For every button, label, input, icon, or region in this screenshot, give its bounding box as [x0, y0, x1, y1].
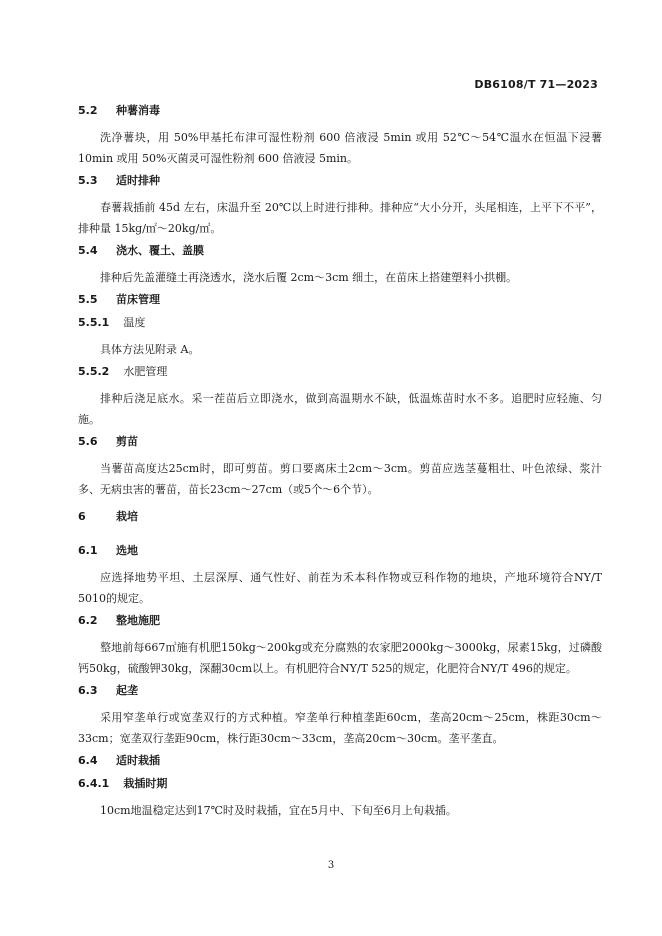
section-title: 选地	[116, 544, 138, 557]
body-paragraph: 春薯栽插前 45d 左右，床温升至 20℃以上时进行排种。排种应“大小分开，头尾相连，上平下不平”，排种量 15kg/㎡～20kg/㎡。	[78, 201, 602, 235]
section-title: 栽插时期	[123, 777, 168, 790]
body-paragraph: 排种后浇足底水。采一茬苗后立即浇水，做到高温期水不缺，低温炼苗时水不多。追肥时应轻施、匀施。	[78, 392, 602, 426]
section-title: 浇水、覆土、盖膜	[116, 244, 204, 257]
section-number: 5.5.1	[78, 316, 110, 329]
section-title: 水肥管理	[123, 365, 168, 378]
document-body	[78, 104, 602, 826]
section-title: 整地施肥	[116, 614, 160, 627]
document-code-header: DB6108/T 71—2023	[474, 78, 598, 91]
section-number: 6	[78, 510, 86, 523]
section-number: 5.5.2	[78, 365, 110, 378]
section-heading	[78, 684, 602, 698]
section-heading	[78, 754, 602, 768]
section-heading	[78, 244, 602, 258]
body-paragraph: 整地前每667㎡施有机肥150kg～200kg或充分腐熟的农家肥2000kg～3000kg，尿素15kg，过磷酸钙50kg，硫酸钾30kg，深翻30cm以上。有机肥符合NY/T 525的规定，化肥符合NY/T 496的规定。	[78, 641, 602, 675]
body-paragraph: 当薯苗高度达25cm时，即可剪苗。剪口要离床土2cm～3cm。剪苗应选茎蔓粗壮、叶色浓绿、浆汁多、无病虫害的薯苗，苗长23cm～27cm（或5个～6个节）。	[78, 462, 602, 496]
section-number: 5.5	[78, 293, 98, 306]
section-number: 5.2	[78, 104, 98, 117]
section-title: 起垄	[116, 684, 138, 697]
body-paragraph: 采用窄垄单行或宽垄双行的方式种植。窄垄单行种植垄距60cm，垄高20cm～25cm，株距30cm～33cm；宽垄双行垄距90cm，株行距30cm～33cm，垄高20cm～30cm。垄平垄直。	[78, 711, 602, 745]
section-number: 6.4.1	[78, 777, 110, 790]
section-title: 苗床管理	[116, 293, 160, 306]
body-paragraph: 应选择地势平坦、土层深厚、通气性好、前茬为禾本科作物或豆科作物的地块，产地环境符合NY/T 5010的规定。	[78, 571, 602, 605]
section-title: 剪苗	[116, 435, 138, 448]
section-number: 5.6	[78, 435, 98, 448]
section-number: 6.3	[78, 684, 98, 697]
section-title: 适时排种	[116, 174, 160, 187]
body-paragraph: 具体方法见附录 A。	[100, 343, 200, 356]
section-heading	[78, 614, 602, 628]
body-paragraph: 洗净薯块，用 50%甲基托布津可湿性粉剂 600 倍液浸 5min 或用 52℃～54℃温水在恒温下浸薯 10min 或用 50%灭菌灵可湿性粉剂 600 倍液浸 5min。	[78, 131, 602, 165]
page-number: 3	[327, 860, 335, 871]
section-title: 温度	[123, 316, 146, 329]
body-paragraph: 排种后先盖灌缝土再浇透水，浇水后覆 2cm～3cm 细土，在苗床上搭建塑料小拱棚。	[100, 271, 518, 284]
body-paragraph: 10cm地温稳定达到17℃时及时栽插，宜在5月中、下旬至6月上旬栽插。	[100, 804, 457, 817]
section-heading	[78, 104, 602, 118]
section-heading	[78, 544, 602, 558]
section-heading	[78, 293, 602, 307]
section-number: 6.4	[78, 754, 98, 767]
section-heading	[78, 435, 602, 449]
section-title: 种薯消毒	[116, 104, 160, 117]
section-heading	[78, 510, 602, 524]
section-title: 适时栽插	[116, 754, 160, 767]
section-number: 5.3	[78, 174, 98, 187]
section-heading	[78, 316, 602, 330]
section-number: 6.1	[78, 544, 98, 557]
section-title: 栽培	[116, 510, 138, 523]
section-heading	[78, 777, 602, 791]
section-heading	[78, 174, 602, 188]
section-number: 5.4	[78, 244, 98, 257]
section-heading	[78, 365, 602, 379]
section-number: 6.2	[78, 614, 98, 627]
